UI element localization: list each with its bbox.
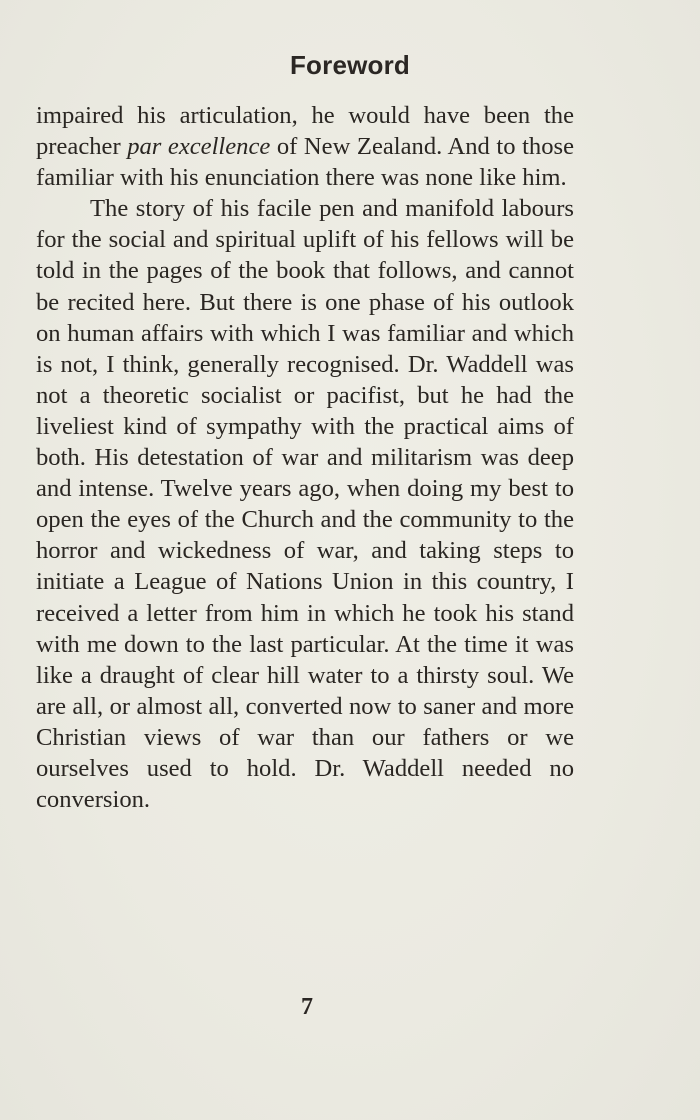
paragraph-2: The story of his facile pen and manifold labours for the social and spiritual uplift of his fellows will be told in the pages of the book that follows, and cannot be recited here. But there is one phase of his outlook on human affairs with which I was familiar and which is not, I think, generally recognised. Dr. Waddell was not a theoretic socialist or pacifist, but he had the liveliest kind of sympathy with the practical aims of both. His detestation of war and militarism was deep and intense. Twelve years ago, when doing my best to open the eyes of the Church and the community to the horror and wickedness of war, and taking steps to initiate a League of Nations Union in this country, I received a letter from him in which he took his stand with me down to the last particular. At the time it was like a draught of clear hill water to a thirsty soul. We are all, or almost all, converted now to saner and more Christian views of war than our fathers or we ourselves used to hold. Dr. Waddell needed no conversion.	[36, 195, 574, 814]
page-number: 7	[301, 994, 313, 1020]
italic-phrase: par excellence	[127, 133, 271, 161]
running-title: Foreword	[289, 50, 411, 80]
paragraph-1	[36, 100, 574, 193]
paragraph-1-text-end: of New Zealand. And to those familiar with his enunciation there was none like him.	[36, 133, 574, 192]
body-text	[36, 100, 574, 815]
paragraph-1-text-start: impaired his articulation, he would have been the preacher	[36, 102, 574, 161]
